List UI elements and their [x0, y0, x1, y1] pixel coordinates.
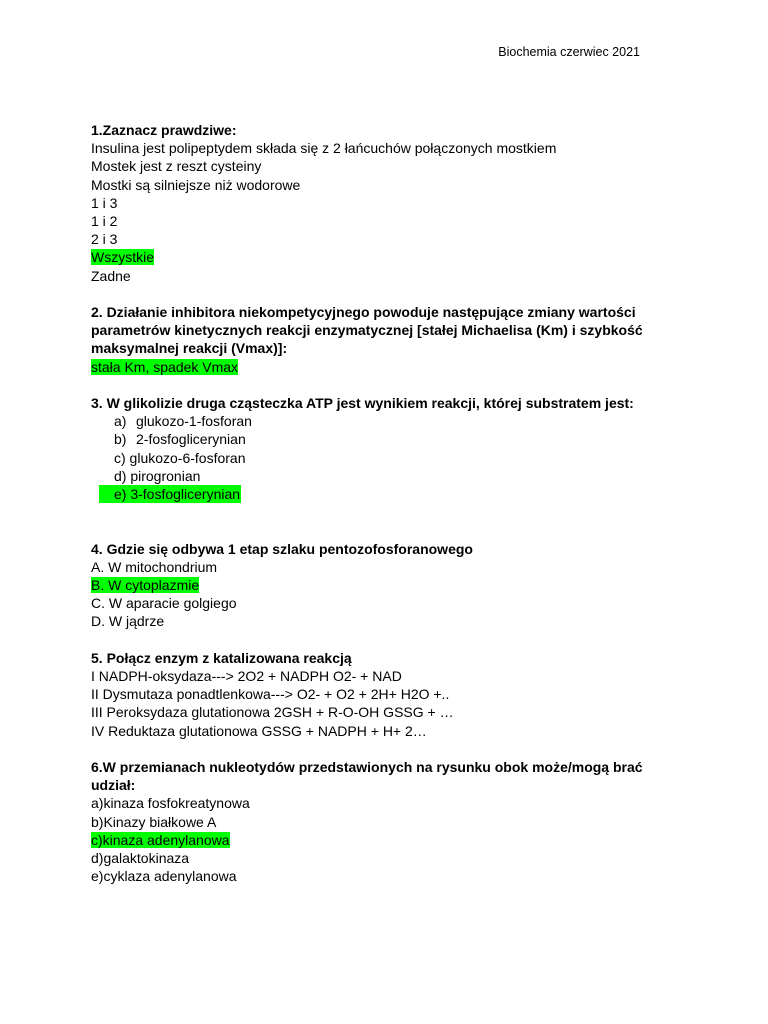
highlighted-answer: stała Km, spadek Vmax	[91, 358, 239, 375]
answer-option-correct	[91, 248, 671, 266]
reaction-line: II Dysmutaza ponadtlenkowa---> O2- + O2 + 2H+ H2O +..	[91, 686, 450, 703]
answer-option: b) 2-fosfoglicerynian	[114, 431, 246, 448]
answer-option: 1 i 2	[91, 213, 118, 230]
highlighted-answer: Wszystkie	[91, 249, 154, 266]
answer-option-correct	[91, 485, 671, 503]
answer-option: c) glukozo-6-fosforan	[114, 449, 246, 466]
question-6-title-line: 6.W przemianach nukleotydów przedstawionych na rysunku obok może/mogą brać	[91, 759, 643, 776]
answer-option: d) pirogronian	[114, 467, 201, 484]
document-content	[91, 121, 671, 885]
page-header: Biochemia czerwiec 2021	[498, 45, 640, 59]
question-2-title-line: maksymalnej reakcji (Vmax)]:	[91, 340, 288, 357]
reaction-line: I NADPH-oksydaza---> 2O2 + NADPH O2- + NAD	[91, 668, 402, 685]
question-6	[91, 758, 671, 885]
answer-option: a) glukozo-1-fosforan	[114, 413, 252, 430]
answer-option-correct	[91, 358, 671, 376]
answer-option: A. W mitochondrium	[91, 558, 218, 575]
question-3	[91, 394, 671, 503]
statement: Mostek jest z reszt cysteiny	[91, 158, 262, 175]
statement: Mostki są silniejsze niż wodorowe	[91, 176, 301, 193]
highlighted-answer: c)kinaza adenylanowa	[91, 831, 230, 848]
question-5-title: 5. Połącz enzym z katalizowana reakcją	[91, 649, 352, 666]
highlighted-answer: B. W cytoplazmie	[91, 577, 200, 594]
question-1	[91, 121, 671, 285]
question-1-title: 1.Zaznacz prawdziwe:	[91, 122, 237, 138]
question-2-title-line: parametrów kinetycznych reakcji enzymatycznej [stałej Michaelisa (Km) i szybkość	[91, 322, 643, 339]
highlighted-answer: e) 3-fosfoglicerynian	[99, 485, 241, 503]
answer-option: a)kinaza fosfokreatynowa	[91, 795, 250, 812]
answer-option: e)cyklaza adenylanowa	[91, 868, 237, 885]
reaction-line: IV Reduktaza glutationowa GSSG + NADPH + H+ 2…	[91, 722, 427, 739]
statement: Insulina jest polipeptydem składa się z 2 łańcuchów połączonych mostkiem	[91, 140, 557, 157]
question-4-title: 4. Gdzie się odbywa 1 etap szlaku pentozofosforanowego	[91, 540, 473, 557]
answer-option: 2 i 3	[91, 231, 118, 248]
question-5	[91, 649, 671, 740]
question-6-title-line: udział:	[91, 777, 136, 794]
answer-option-correct	[91, 576, 671, 594]
answer-option: C. W aparacie golgiego	[91, 595, 237, 612]
answer-option: 1 i 3	[91, 194, 118, 211]
question-3-title: 3. W glikolizie druga cząsteczka ATP jest wynikiem reakcji, której substratem jest:	[91, 395, 634, 412]
answer-option: d)galaktokinaza	[91, 850, 190, 867]
answer-option: b)Kinazy białkowe A	[91, 813, 217, 830]
question-2-title-line: 2. Działanie inhibitora niekompetycyjnego powoduje następujące zmiany wartości	[91, 304, 636, 321]
answer-option: Zadne	[91, 267, 131, 284]
question-2	[91, 303, 671, 376]
answer-option: D. W jądrze	[91, 613, 165, 630]
answer-option-correct	[91, 831, 671, 849]
reaction-line: III Peroksydaza glutationowa 2GSH + R-O-OH GSSG + …	[91, 704, 454, 721]
question-4	[91, 540, 671, 631]
